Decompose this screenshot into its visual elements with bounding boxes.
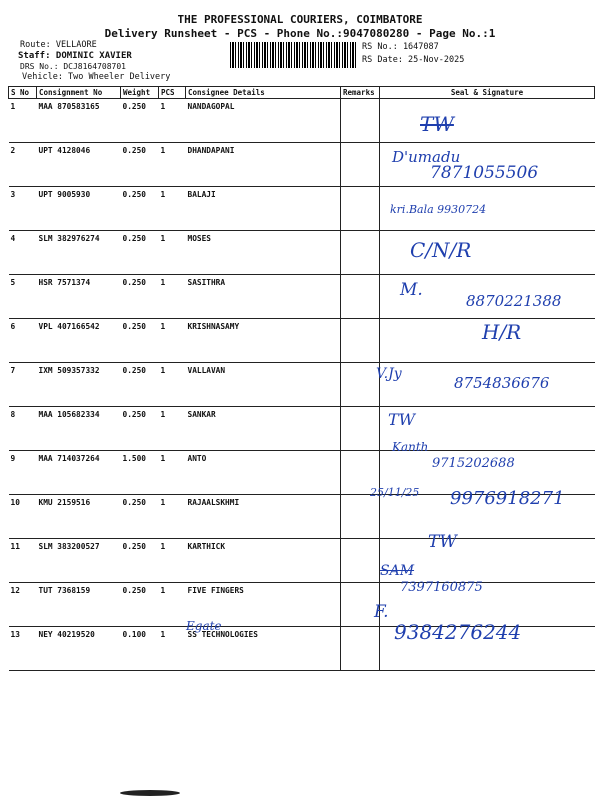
col-consignment-no: Consignment No: [37, 87, 121, 99]
cell-consignment: TUT 7368159: [37, 583, 121, 627]
cell-sno: 8: [9, 407, 37, 451]
cell-weight: 0.250: [121, 319, 159, 363]
cell-consignment: HSR 7571374: [37, 275, 121, 319]
cell-consignment: KMU 2159516: [37, 495, 121, 539]
cell-pcs: 1: [159, 143, 186, 187]
col-pcs: PCS: [159, 87, 186, 99]
table-row: [9, 539, 595, 583]
cell-remarks: [341, 231, 380, 275]
cell-consignee: ANTO: [186, 451, 341, 495]
table-header-row: [9, 87, 595, 99]
cell-remarks: [341, 143, 380, 187]
cell-consignment: SLM 382976274: [37, 231, 121, 275]
handwritten-note: H/R: [482, 320, 522, 344]
cell-weight: 0.250: [121, 275, 159, 319]
cell-pcs: 1: [159, 583, 186, 627]
rs-date: RS Date: 25-Nov-2025: [362, 55, 465, 65]
cell-remarks: [341, 495, 380, 539]
cell-consignee: SANKAR: [186, 407, 341, 451]
cell-remarks: [341, 275, 380, 319]
handwritten-signature: kri.Bala 9930724: [390, 203, 487, 216]
cell-sno: 6: [9, 319, 37, 363]
rs-number: RS No.: 1647087: [362, 42, 439, 52]
table-row: [9, 407, 595, 451]
cell-pcs: 1: [159, 627, 186, 671]
cell-consignee: DHANDAPANI: [186, 143, 341, 187]
cell-pcs: 1: [159, 495, 186, 539]
cell-consignee: KARTHICK: [186, 539, 341, 583]
cell-remarks: [341, 187, 380, 231]
table-row: [9, 187, 595, 231]
cell-consignment: UPT 4128046: [37, 143, 121, 187]
handwritten-name: D'umadu: [392, 148, 461, 166]
cell-pcs: 1: [159, 407, 186, 451]
handwritten-phone: 9715202688: [432, 456, 515, 471]
handwritten-note: TW: [428, 532, 457, 552]
handwritten-phone: 9976918271: [450, 488, 565, 509]
cell-sno: 4: [9, 231, 37, 275]
cell-remarks: [341, 319, 380, 363]
handwritten-signature: F.: [374, 602, 389, 622]
drs-number: DRS No.: DCJ8164708701: [20, 62, 126, 71]
cell-weight: 0.250: [121, 143, 159, 187]
barcode-image: [230, 42, 356, 68]
cell-consignee: MOSES: [186, 231, 341, 275]
col-sno: S No: [9, 87, 37, 99]
cell-weight: 0.100: [121, 627, 159, 671]
cell-consignee: SS TECHNOLOGIES: [186, 627, 341, 671]
cell-weight: 0.250: [121, 99, 159, 143]
cell-consignee: RAJAALSKHMI: [186, 495, 341, 539]
cell-signature: [380, 99, 595, 143]
scan-smudge: [120, 790, 180, 796]
cell-sno: 12: [9, 583, 37, 627]
cell-sno: 9: [9, 451, 37, 495]
runsheet-subtitle: Delivery Runsheet - PCS - Phone No.:9047080280 - Page No.:1: [104, 27, 496, 40]
handwritten-note: Egate: [186, 619, 222, 633]
handwritten-note: C/N/R: [410, 238, 472, 262]
handwritten-phone: 8870221388: [466, 292, 562, 310]
cell-sno: 1: [9, 99, 37, 143]
cell-weight: 0.250: [121, 539, 159, 583]
cell-pcs: 1: [159, 451, 186, 495]
handwritten-signature: V.Jy: [376, 366, 402, 382]
cell-consignment: NEY 40219520: [37, 627, 121, 671]
cell-remarks: [341, 627, 380, 671]
cell-consignment: IXM 509357332: [37, 363, 121, 407]
cell-remarks: [341, 99, 380, 143]
col-weight: Weight: [121, 87, 159, 99]
cell-sno: 10: [9, 495, 37, 539]
cell-consignee: SASITHRA: [186, 275, 341, 319]
cell-remarks: [341, 539, 380, 583]
cell-weight: 1.500: [121, 451, 159, 495]
cell-consignment: MAA 870583165: [37, 99, 121, 143]
cell-pcs: 1: [159, 319, 186, 363]
cell-pcs: 1: [159, 231, 186, 275]
cell-remarks: [341, 407, 380, 451]
cell-pcs: 1: [159, 99, 186, 143]
route-label: Route: VELLAORE: [20, 40, 97, 50]
cell-weight: 0.250: [121, 407, 159, 451]
cell-weight: 0.250: [121, 495, 159, 539]
col-remarks: Remarks: [341, 87, 380, 99]
company-title: THE PROFESSIONAL COURIERS, COIMBATORE: [177, 13, 423, 26]
handwritten-phone: 9384276244: [394, 620, 522, 644]
cell-pcs: 1: [159, 363, 186, 407]
cell-sno: 7: [9, 363, 37, 407]
cell-weight: 0.250: [121, 583, 159, 627]
cell-sno: 3: [9, 187, 37, 231]
cell-sno: 2: [9, 143, 37, 187]
cell-weight: 0.250: [121, 231, 159, 275]
vehicle-label: Vehicle: Two Wheeler Delivery: [22, 72, 171, 82]
cell-weight: 0.250: [121, 363, 159, 407]
handwritten-phone: 8754836676: [454, 374, 550, 392]
handwritten-signature: SAM: [380, 563, 415, 579]
cell-sno: 13: [9, 627, 37, 671]
table-row: [9, 231, 595, 275]
cell-consignee: BALAJI: [186, 187, 341, 231]
handwritten-signature: TW: [420, 112, 454, 136]
cell-consignment: MAA 714037264: [37, 451, 121, 495]
cell-consignee: VALLAVAN: [186, 363, 341, 407]
cell-consignee: KRISHNASAMY: [186, 319, 341, 363]
handwritten-signature: M.: [400, 280, 423, 300]
table-row: [9, 99, 595, 143]
cell-consignment: VPL 407166542: [37, 319, 121, 363]
cell-pcs: 1: [159, 187, 186, 231]
handwritten-note: TW: [388, 410, 416, 429]
handwritten-phone: 7397160875: [400, 580, 483, 595]
staff-label: Staff: DOMINIC XAVIER: [18, 51, 132, 61]
cell-sno: 5: [9, 275, 37, 319]
cell-pcs: 1: [159, 275, 186, 319]
cell-consignee: NANDAGOPAL: [186, 99, 341, 143]
cell-consignment: UPT 9005930: [37, 187, 121, 231]
col-consignee-details: Consignee Details: [186, 87, 341, 99]
cell-weight: 0.250: [121, 187, 159, 231]
col-seal-signature: Seal & Signature: [380, 87, 595, 99]
cell-pcs: 1: [159, 539, 186, 583]
cell-sno: 11: [9, 539, 37, 583]
handwritten-name: Kanth: [392, 440, 429, 454]
cell-remarks: [341, 363, 380, 407]
cell-consignee: FIVE FINGERS: [186, 583, 341, 627]
handwritten-phone: 7871055506: [430, 163, 539, 183]
cell-consignment: MAA 105682334: [37, 407, 121, 451]
cell-consignment: SLM 383200527: [37, 539, 121, 583]
handwritten-date: 25/11/25: [370, 486, 420, 499]
